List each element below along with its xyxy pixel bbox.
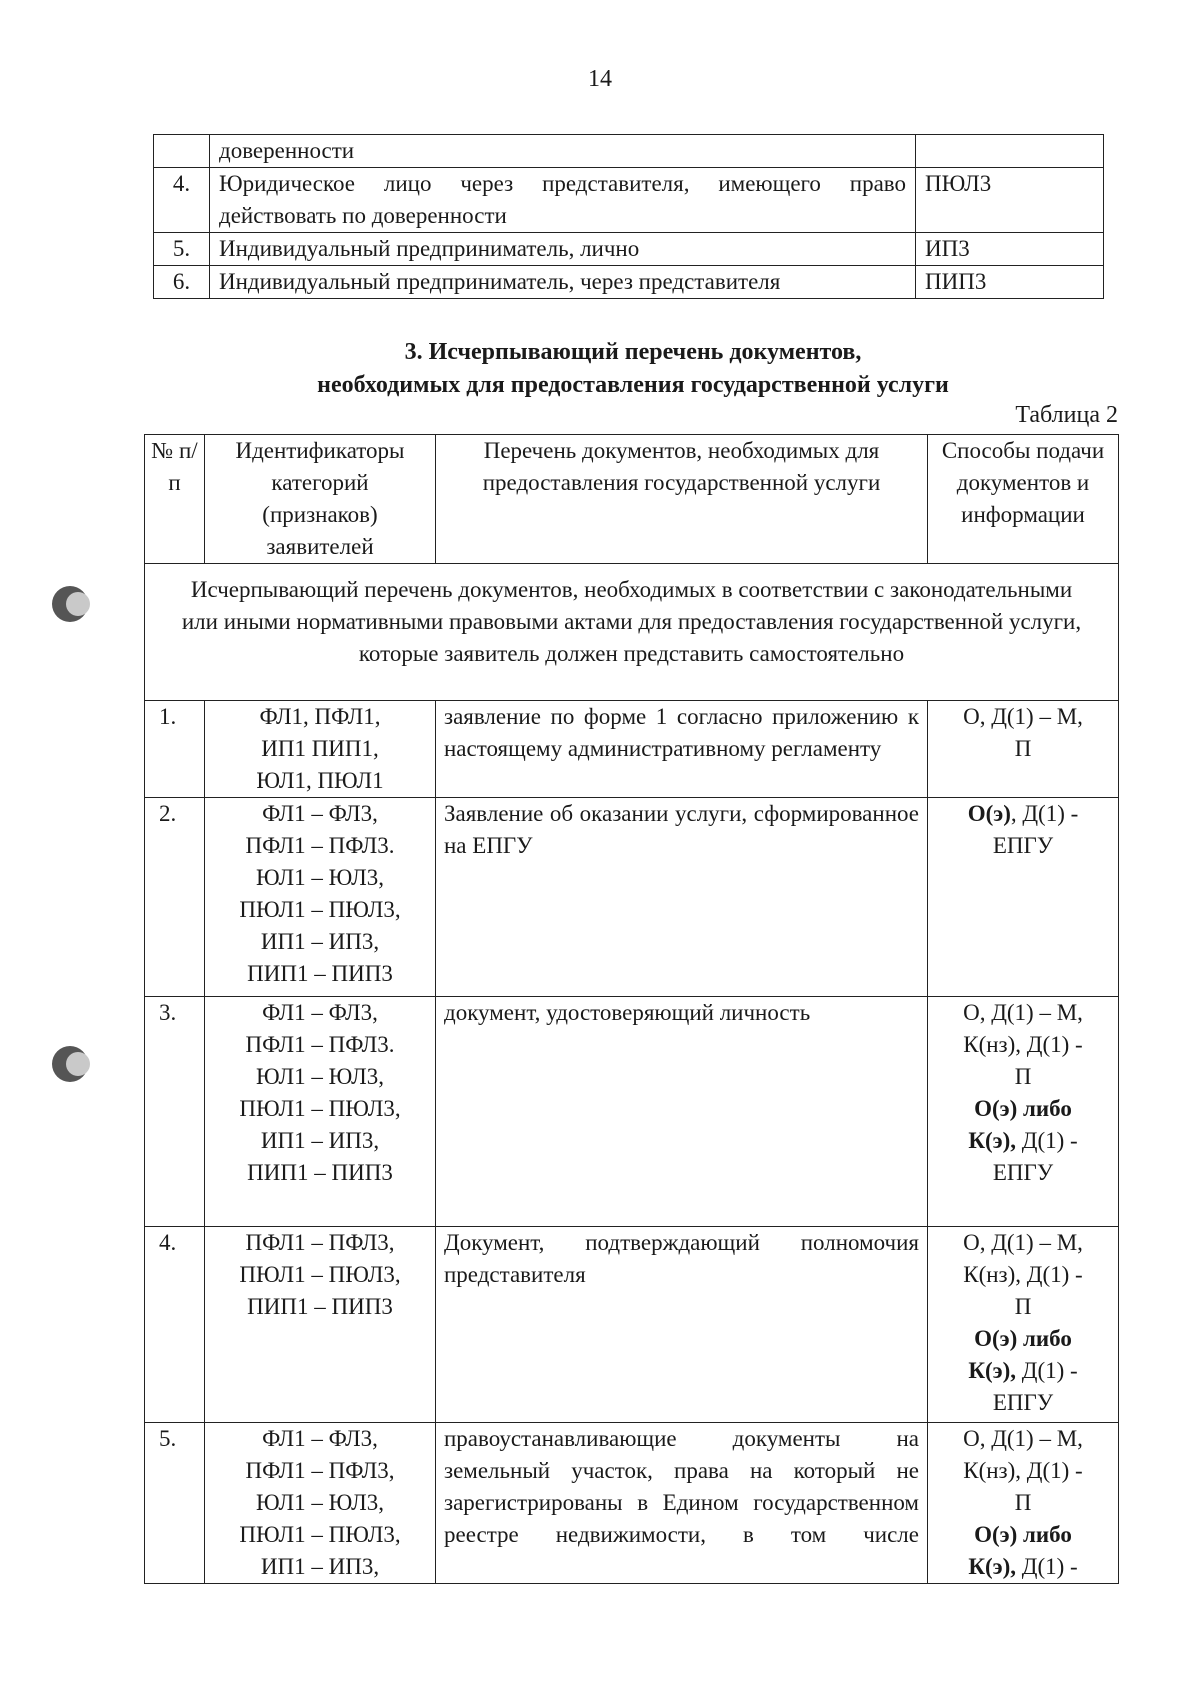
- method-line: П: [1014, 1294, 1032, 1319]
- table-row: [145, 798, 1119, 997]
- method-line: [936, 798, 1110, 830]
- row-number: 3.: [145, 997, 205, 1227]
- method-text: Д(1) -: [1016, 1358, 1078, 1383]
- id-line: ПЮЛ1 – ПЮЛ3,: [239, 1522, 401, 1547]
- table-row: [154, 233, 1104, 266]
- method-line: К(нз), Д(1) -: [963, 1032, 1083, 1057]
- row-document: Документ, подтверждающий полномочия представителя: [436, 1227, 928, 1423]
- method-bold: О(э) либо: [974, 1522, 1072, 1547]
- id-line: ИП1 – ИП3,: [260, 929, 380, 954]
- method-line: П: [1014, 1064, 1032, 1089]
- method-line: П: [1014, 736, 1032, 761]
- id-line: ЮЛ1 – ЮЛ3,: [256, 865, 384, 890]
- method-text: Д(1) -: [1016, 1554, 1078, 1579]
- method-line: ЕПГУ: [992, 1390, 1054, 1415]
- row-number: 4.: [154, 168, 210, 233]
- table-row: [145, 1227, 1119, 1423]
- row-methods: [928, 1423, 1119, 1584]
- id-line: ЮЛ1 – ЮЛ3,: [256, 1064, 384, 1089]
- row-number: [154, 135, 210, 168]
- id-line: ПФЛ1 – ПФЛ3,: [245, 1230, 395, 1255]
- header-num: № п/п: [145, 435, 205, 564]
- method-line: О, Д(1) – М,: [963, 704, 1083, 729]
- row-document: документ, удостоверяющий личность: [436, 997, 928, 1227]
- id-line: ИП1 – ИП3,: [260, 1128, 380, 1153]
- header-docs: Перечень документов, необходимых для предоставления государственной услуги: [436, 435, 928, 564]
- row-number: 1.: [145, 701, 205, 798]
- id-line: ФЛ1 – ФЛ3,: [262, 1426, 378, 1451]
- punch-hole-bottom: [52, 1046, 88, 1082]
- table-header-row: [145, 435, 1119, 564]
- id-line: ЮЛ1, ПЮЛ1: [256, 768, 384, 793]
- method-bold: К(э),: [968, 1128, 1016, 1153]
- id-line: ПЮЛ1 – ПЮЛ3,: [239, 897, 401, 922]
- id-line: ФЛ1, ПФЛ1,: [259, 704, 381, 729]
- row-code: ПЮЛ3: [916, 168, 1104, 233]
- row-code: [916, 135, 1104, 168]
- method-line: ЕПГУ: [992, 833, 1054, 858]
- id-line: ИП1 ПИП1,: [261, 736, 379, 761]
- row-code: ИП3: [916, 233, 1104, 266]
- table-row: [145, 1423, 1119, 1584]
- id-line: ПФЛ1 – ПФЛ3,: [245, 1458, 395, 1483]
- id-line: ФЛ1 – ФЛ3,: [262, 1000, 378, 1025]
- table-row: [154, 135, 1104, 168]
- method-line: [936, 1125, 1110, 1157]
- row-number: 5.: [154, 233, 210, 266]
- method-line: П: [1014, 1490, 1032, 1515]
- method-bold: О(э) либо: [974, 1096, 1072, 1121]
- id-line: ПИП1 – ПИП3: [247, 1294, 393, 1319]
- row-number: 6.: [154, 266, 210, 299]
- row-methods: [928, 798, 1119, 997]
- punch-hole-top: [52, 586, 88, 622]
- row-ids: [205, 798, 436, 997]
- row-methods: [928, 701, 1119, 798]
- header-methods: Способы подачи документов и информации: [928, 435, 1119, 564]
- table-row: [154, 266, 1104, 299]
- row-description: Индивидуальный предприниматель, лично: [210, 233, 916, 266]
- row-code: ПИП3: [916, 266, 1104, 299]
- id-line: ЮЛ1 – ЮЛ3,: [256, 1490, 384, 1515]
- table-caption: Таблица 2: [1015, 402, 1118, 428]
- id-line: ПИП1 – ПИП3: [247, 961, 393, 986]
- method-text: , Д(1) -: [1010, 801, 1079, 826]
- row-document: заявление по форме 1 согласно приложению к настоящему административному регламенту: [436, 701, 928, 798]
- row-methods: [928, 1227, 1119, 1423]
- method-bold: О(э) либо: [974, 1326, 1072, 1351]
- row-number: 2.: [145, 798, 205, 997]
- header-ids: Идентификаторы категорий (признаков) заявителей: [205, 435, 436, 564]
- row-document: Заявление об оказании услуги, сформированное на ЕПГУ: [436, 798, 928, 997]
- row-number: 4.: [145, 1227, 205, 1423]
- table-row: [145, 997, 1119, 1227]
- id-line: ПЮЛ1 – ПЮЛ3,: [239, 1262, 401, 1287]
- method-bold: О(э): [967, 801, 1011, 826]
- id-line: ПИП1 – ПИП3: [247, 1160, 393, 1185]
- id-line: ИП1 – ИП3,: [260, 1554, 380, 1579]
- method-line: [936, 1551, 1110, 1583]
- method-text: Д(1) -: [1016, 1128, 1078, 1153]
- table-row: [145, 701, 1119, 798]
- row-ids: [205, 1423, 436, 1584]
- section-row-text: Исчерпывающий перечень документов, необходимых в соответствии с законодательными или иными нормативными правовыми актами для предоставления государственной услуги, которые заявитель должен представить самостоятельно: [145, 564, 1119, 701]
- row-ids: [205, 997, 436, 1227]
- id-line: ПФЛ1 – ПФЛ3.: [245, 833, 395, 858]
- id-line: ФЛ1 – ФЛ3,: [262, 801, 378, 826]
- section-heading-line2: необходимых для предоставления государственной услуги: [317, 372, 949, 398]
- categories-table-continuation: [153, 134, 1104, 299]
- method-line: К(нз), Д(1) -: [963, 1458, 1083, 1483]
- method-bold: К(э),: [968, 1554, 1016, 1579]
- documents-table: [144, 434, 1119, 1584]
- method-line: ЕПГУ: [992, 1160, 1054, 1185]
- method-bold: К(э),: [968, 1358, 1016, 1383]
- id-line: ПФЛ1 – ПФЛ3.: [245, 1032, 395, 1057]
- method-line: О, Д(1) – М,: [963, 1230, 1083, 1255]
- row-description: Индивидуальный предприниматель, через представителя: [210, 266, 916, 299]
- method-line: О, Д(1) – М,: [963, 1426, 1083, 1451]
- page-number: 14: [588, 66, 612, 92]
- id-line: ПЮЛ1 – ПЮЛ3,: [239, 1096, 401, 1121]
- table-section-row: [145, 564, 1119, 701]
- row-methods: [928, 997, 1119, 1227]
- section-heading-line1: 3. Исчерпывающий перечень документов,: [404, 339, 862, 365]
- row-description: Юридическое лицо через представителя, имеющего право действовать по доверенности: [210, 168, 916, 233]
- method-line: О, Д(1) – М,: [963, 1000, 1083, 1025]
- row-ids: [205, 701, 436, 798]
- row-description: доверенности: [210, 135, 916, 168]
- row-ids: [205, 1227, 436, 1423]
- method-line: [936, 1355, 1110, 1387]
- row-document: правоустанавливающие документы на земельный участок, права на который не зарегистрированы в Едином государственном реестре недвижимости, в том числе: [436, 1423, 928, 1584]
- method-line: К(нз), Д(1) -: [963, 1262, 1083, 1287]
- table-row: [154, 168, 1104, 233]
- section-heading: [143, 336, 1123, 402]
- row-number: 5.: [145, 1423, 205, 1584]
